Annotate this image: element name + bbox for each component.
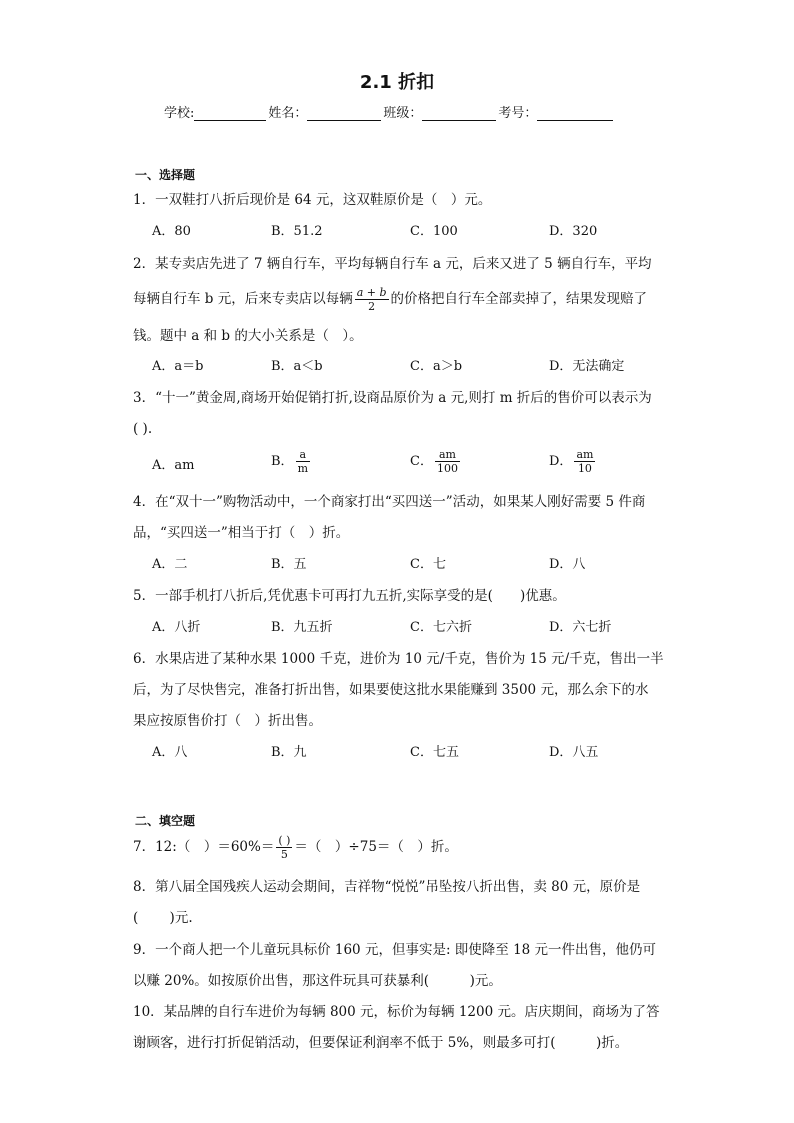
question-7-line (133, 830, 458, 864)
fraction-a-over-m (296, 448, 310, 475)
option-c[interactable]: C．七五 (410, 745, 459, 760)
option-c[interactable]: C．100 (410, 224, 458, 239)
question-10-line-2: 谢顾客，进行打折促销活动，但要保证利润率不低于 5%，则最多可打( )折。 (133, 1035, 629, 1051)
question-6-line-2: 后，为了尽快售完，准备打折出售，如果要使这批水果能赚到 3500 元，那么余下的水 (133, 682, 649, 698)
section-choice-heading: 一、选择题 (135, 168, 196, 182)
page-title: 2.1 折扣 (359, 72, 435, 93)
option-a[interactable]: A．80 (152, 224, 191, 239)
fraction-am-over-10 (574, 448, 595, 475)
question-4-line-1: 4．在“双十一”购物活动中，一个商家打出“买四送一”活动，如果某人刚好需要 5 件商 (133, 494, 646, 510)
fraction-numerator: am (435, 448, 460, 462)
question-9-line-2: 以赚 20%。如按原价出售，那这件玩具可获暴利( )元。 (133, 973, 502, 989)
question-2-text-pre: 每辆自行车 b 元，后来专卖店以每辆 (133, 291, 353, 307)
fraction-am-over-100 (435, 448, 460, 475)
section-fill-blank-heading: 二、填空题 (135, 814, 196, 828)
question-6-line-1: 6．水果店进了某种水果 1000 千克，进价为 10 元/千克，售价为 15 元/千克，售出一半 (133, 651, 664, 667)
question-6-line-3: 果应按原售价打（ ）折出售。 (133, 713, 322, 729)
option-d[interactable]: D．无法确定 (549, 359, 625, 374)
fraction-denominator: 5 (280, 848, 288, 861)
fraction-denominator: 100 (436, 462, 458, 475)
fraction-numerator: ( ) (278, 834, 291, 847)
option-d[interactable]: D．八 (549, 557, 586, 572)
question-10-line-1: 10．某品牌的自行车进价为每辆 800 元，标价为每辆 1200 元。店庆期间，商场为了答 (133, 1004, 660, 1020)
option-a[interactable]: A．a＝b (152, 359, 204, 374)
option-a[interactable]: A．二 (152, 557, 188, 572)
name-blank[interactable] (307, 106, 381, 121)
fraction-a-plus-b-over-2 (355, 286, 389, 313)
option-b[interactable]: B．九五折 (271, 620, 333, 635)
question-7-text-pre: 7．12:（ ）＝60%＝ (133, 839, 275, 855)
option-d-label: D． (549, 454, 573, 469)
option-c[interactable]: C．七 (410, 557, 446, 572)
option-c[interactable] (410, 448, 462, 475)
question-4-line-2: 品，“买四送一”相当于打（ ）折。 (133, 525, 350, 541)
exam-no-blank[interactable] (537, 106, 613, 121)
option-b-label: B． (271, 454, 294, 469)
question-5-line-1: 5．一部手机打八折后,凭优惠卡可再打九五折,实际享受的是( )优惠。 (133, 588, 566, 604)
question-7-text-post: ＝（ ）÷75＝（ ）折。 (294, 839, 458, 855)
fraction-denominator: 2 (368, 300, 376, 313)
question-8-line-2: ( )元. (133, 910, 193, 926)
question-2-line-2 (133, 284, 647, 314)
option-b[interactable] (271, 448, 312, 475)
fraction-numerator: am (576, 448, 594, 461)
fraction-numerator: a + b (356, 286, 387, 299)
option-b[interactable]: B．a＜b (271, 359, 323, 374)
option-c[interactable]: C．a＞b (410, 359, 463, 374)
option-b[interactable]: B．九 (271, 745, 307, 760)
name-label: 姓名： (268, 106, 308, 121)
question-2-line-3: 钱。题中 a 和 b 的大小关系是（ ）。 (133, 328, 363, 344)
school-blank[interactable] (194, 106, 266, 121)
question-1-text: 1．一双鞋打八折后现价是 64 元，这双鞋原价是（ ）元。 (133, 192, 492, 208)
option-c-label: C． (410, 454, 433, 469)
option-a[interactable]: A．八 (152, 745, 188, 760)
fraction-numerator: a (296, 448, 310, 462)
option-d[interactable]: D．八五 (549, 745, 599, 760)
option-d[interactable]: D．六七折 (549, 620, 612, 635)
question-9-line-1: 9．一个商人把一个儿童玩具标价 160 元，但事实是: 即使降至 18 元一件出售，他仍可 (133, 942, 657, 958)
option-b[interactable]: B．51.2 (271, 224, 323, 239)
option-c[interactable]: C．七六折 (410, 620, 472, 635)
student-info-row (164, 102, 615, 121)
question-2-line-1: 2．某专卖店先进了 7 辆自行车，平均每辆自行车 a 元，后来又进了 5 辆自行车，平均 (133, 256, 652, 272)
fraction-denominator: m (297, 462, 308, 475)
option-a[interactable]: A．am (152, 458, 195, 473)
question-2-text-post: 的价格把自行车全部卖掉了，结果发现赔了 (390, 291, 648, 307)
question-3-line-2: ( ). (133, 421, 153, 437)
school-label: 学校: (164, 106, 195, 121)
option-b[interactable]: B．五 (271, 557, 307, 572)
question-3-line-1: 3．“十一”黄金周,商场开始促销打折,设商品原价为 a 元,则打 m 折后的售价可以表示为 (133, 390, 652, 406)
question-8-line-1: 8．第八届全国残疾人运动会期间，吉祥物“悦悦”吊坠按八折出售，卖 80 元，原价是 (133, 879, 641, 895)
class-blank[interactable] (422, 106, 496, 121)
option-d[interactable]: D．320 (549, 224, 598, 239)
option-a[interactable]: A．八折 (152, 620, 201, 635)
exam-no-label: 考号： (498, 106, 538, 121)
fraction-denominator: 10 (577, 462, 592, 475)
fraction-blank-over-5 (276, 834, 292, 861)
class-label: 班级： (383, 106, 423, 121)
option-d[interactable] (549, 448, 597, 475)
